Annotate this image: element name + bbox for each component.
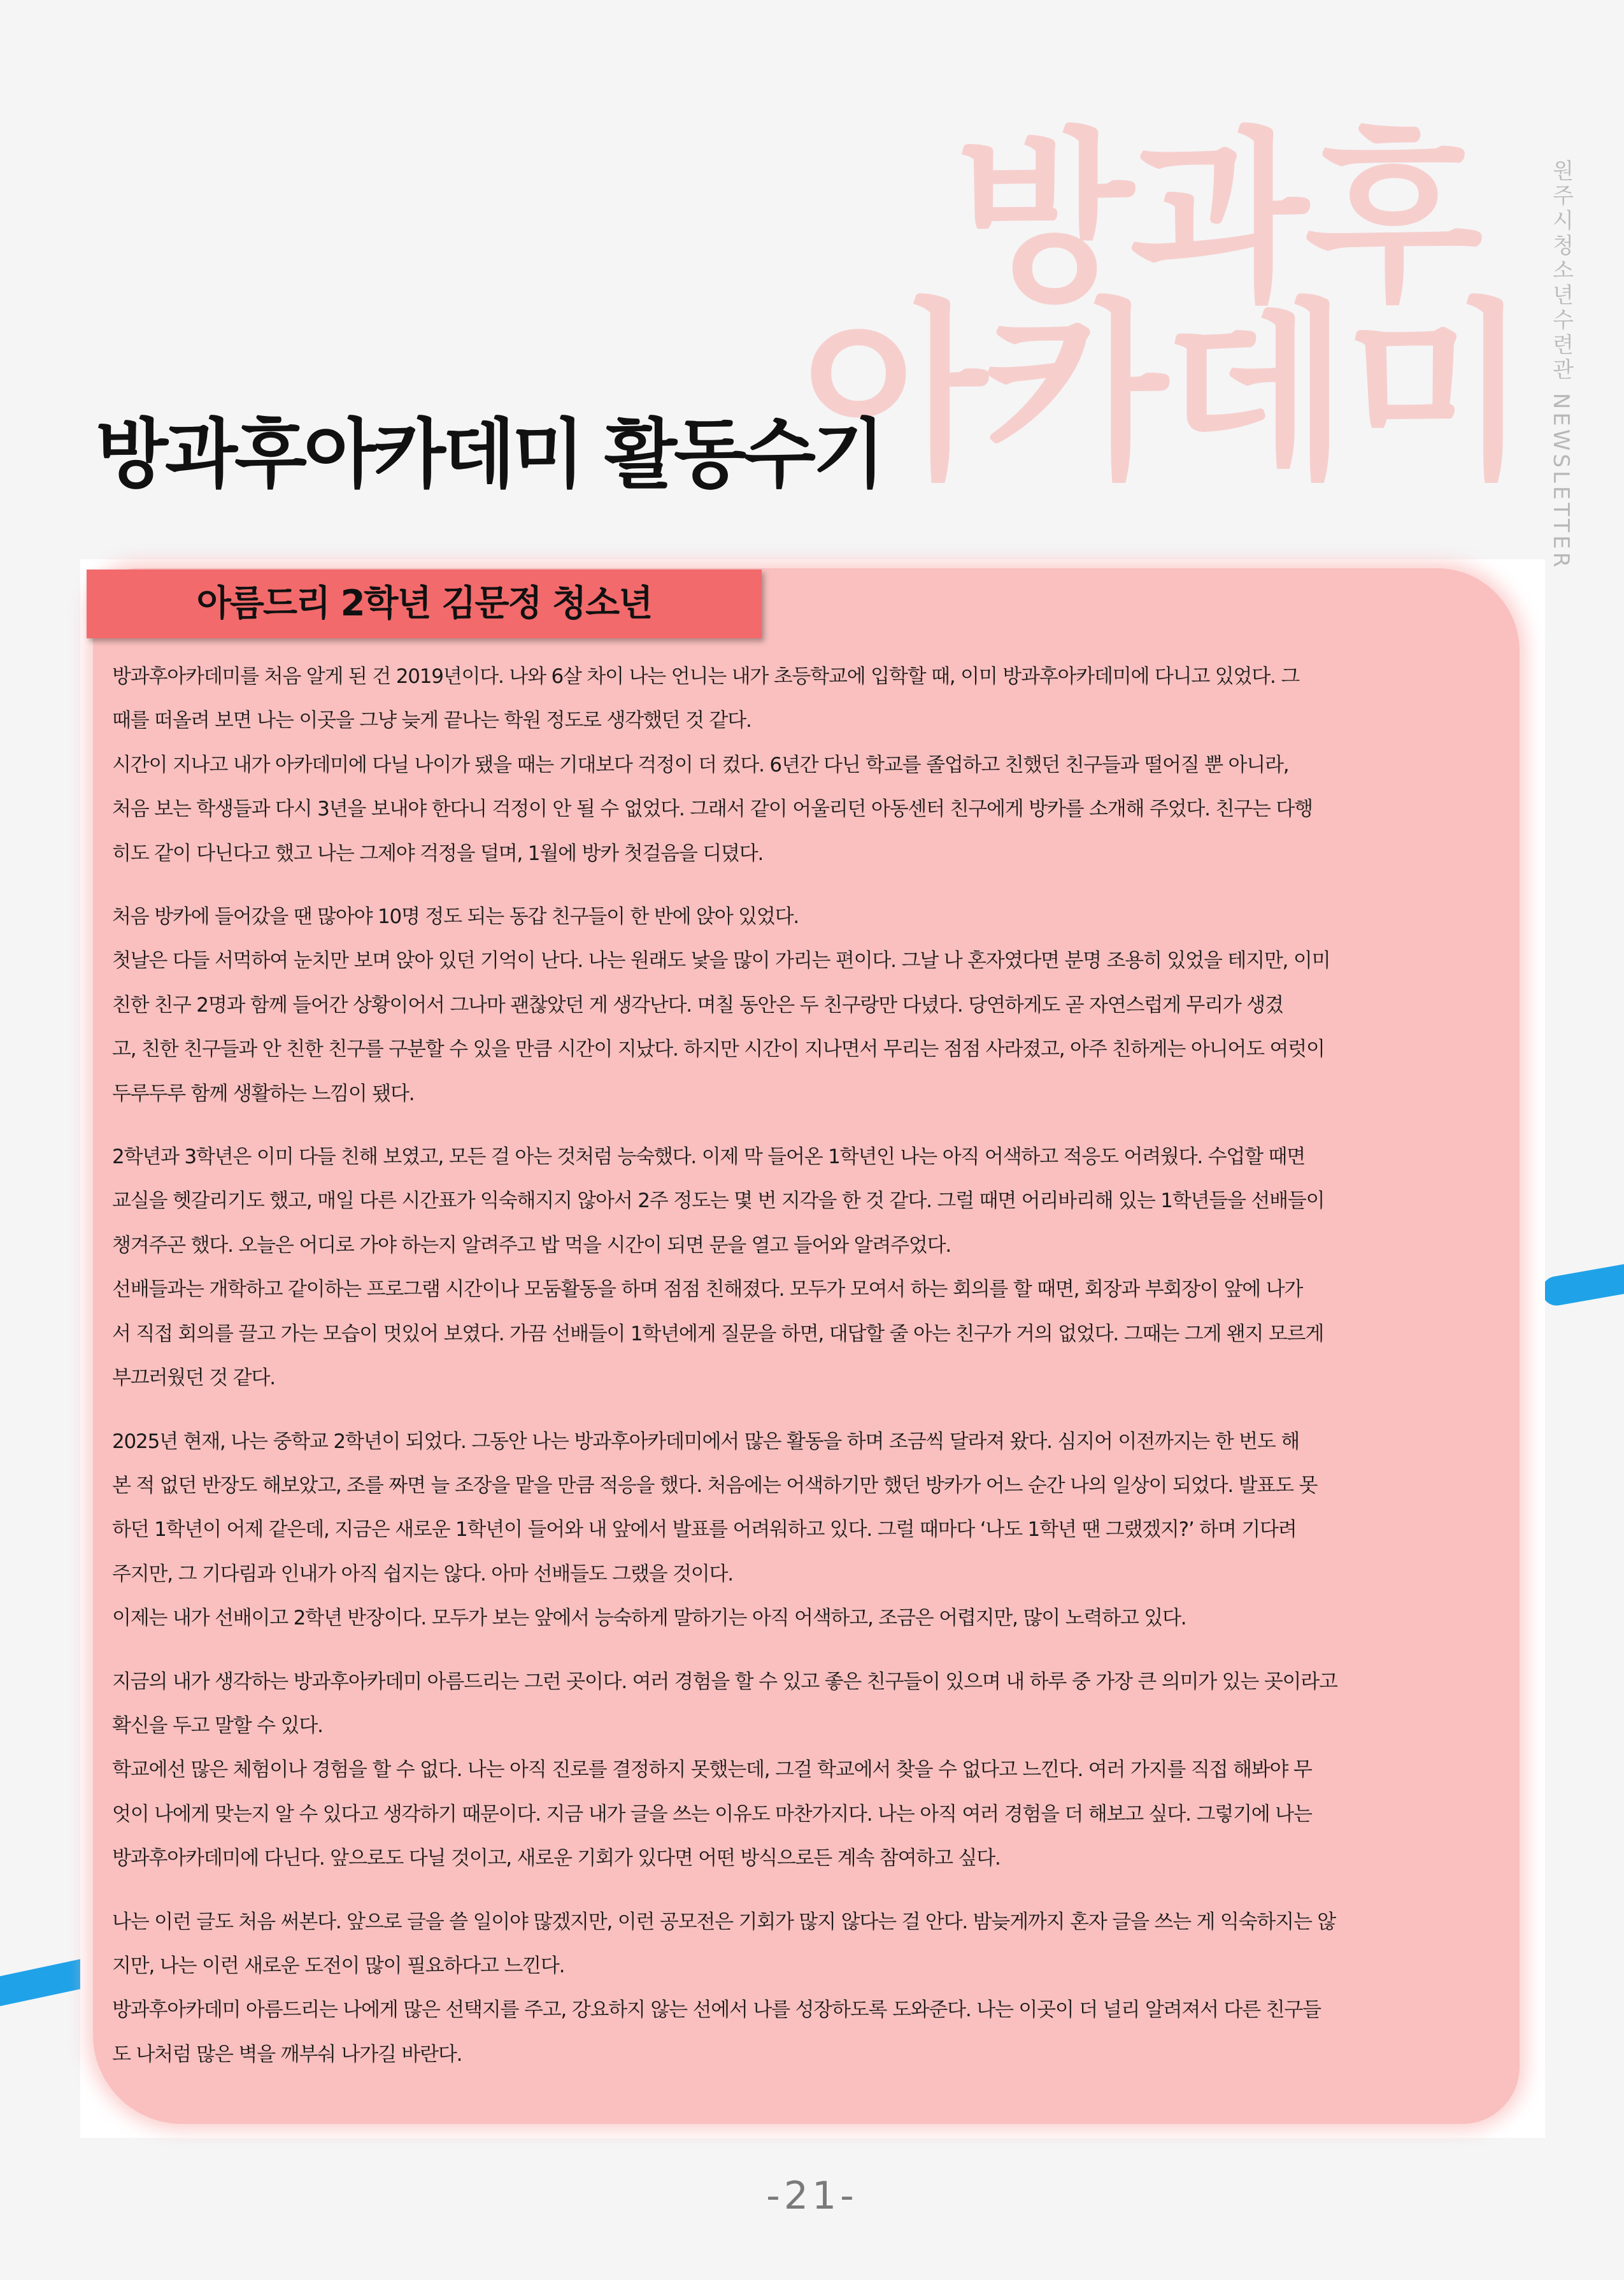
newsletter-side-label: 원주시청소년수련관 NEWSLETTER (1548, 159, 1574, 571)
essay-line: 선배들과는 개학하고 같이하는 프로그램 시간이나 모둠활동을 하며 점점 친해졌다. 모두가 모여서 하는 회의를 할 때면, 회장과 부회장이 앞에 나가 (112, 1278, 1303, 1301)
essay-line: 주지만, 그 기다림과 인내가 아직 쉽지는 않다. 아마 선배들도 그랬을 것이다. (112, 1562, 733, 1586)
essay-line: 하던 1학년이 어제 같은데, 지금은 새로운 1학년이 들어와 내 앞에서 발표를 어려워하고 있다. 그럴 때마다 ‘나도 1학년 땐 그랬겠지?’ 하며 기다려 (112, 1518, 1297, 1542)
essay-line: 본 적 없던 반장도 해보았고, 조를 짜면 늘 조장을 맡을 만큼 적응을 했다. 처음에는 어색하기만 했던 방카가 어느 순간 나의 일상이 되었다. 발표도 못 (112, 1473, 1318, 1497)
essay-line: 때를 떠올려 보면 나는 이곳을 그냥 늦게 끝나는 학원 정도로 생각했던 것 같다. (112, 709, 751, 733)
essay-line: 히도 같이 다닌다고 했고 나는 그제야 걱정을 덜며, 1월에 방카 첫걸음을 디뎠다. (112, 842, 764, 865)
essay-line: 부끄러웠던 것 같다. (112, 1366, 275, 1390)
page-number: -21- (766, 2174, 858, 2218)
essay-panel (80, 559, 1545, 2138)
essay-line: 첫날은 다들 서먹하여 눈치만 보며 앉아 있던 기억이 난다. 나는 원래도 낯을 많이 가리는 편이다. 그날 나 혼자였다면 분명 조용히 있었을 테지만, 이미 (112, 949, 1330, 973)
essay-line: 이제는 내가 선배이고 2학년 반장이다. 모두가 보는 앞에서 능숙하게 말하기는 아직 어색하고, 조금은 어렵지만, 많이 노력하고 있다. (112, 1607, 1186, 1630)
essay-line: 방과후아카데미를 처음 알게 된 건 2019년이다. 나와 6살 차이 나는 언니는 내가 초등학교에 입학할 때, 이미 방과후아카데미에 다니고 있었다. 그 (112, 665, 1300, 688)
essay-line: 지금의 내가 생각하는 방과후아카데미 아름드리는 그런 곳이다. 여러 경험을 할 수 있고 좋은 친구들이 있으며 내 하루 중 가장 큰 의미가 있는 곳이라고 (112, 1670, 1337, 1693)
essay-line: 서 직접 회의를 끌고 가는 모습이 멋있어 보였다. 가끔 선배들이 1학년에게 질문을 하면, 대답할 줄 아는 친구가 거의 없었다. 그때는 그게 왠지 모르게 (112, 1322, 1324, 1345)
essay-line: 2025년 현재, 나는 중학교 2학년이 되었다. 그동안 나는 방과후아카데미에서 많은 활동을 하며 조금씩 달라져 왔다. 심지어 이전까지는 한 번도 해 (112, 1430, 1300, 1453)
blue-decorative-stroke-right (1540, 1257, 1624, 1308)
essay-line: 처음 보는 학생들과 다시 3년을 보내야 한다니 걱정이 안 될 수 없었다. 그래서 같이 어울리던 아동센터 친구에게 방카를 소개해 주었다. 친구는 다행 (112, 798, 1313, 821)
essay-line: 시간이 지나고 내가 아카데미에 다닐 나이가 됐을 때는 기대보다 걱정이 더 컸다. 6년간 다닌 학교를 졸업하고 친했던 친구들과 떨어질 뿐 아니라, (112, 753, 1289, 777)
author-tag (87, 570, 762, 638)
essay-line: 두루두루 함께 생활하는 느낌이 됐다. (112, 1082, 415, 1105)
watermark-title-line2: 아카데미 (802, 282, 1526, 505)
essay-body (112, 655, 1520, 2077)
essay-line: 2학년과 3학년은 이미 다들 친해 보였고, 모든 걸 아는 것처럼 능숙했다. 이제 막 들어온 1학년인 나는 아직 어색하고 적응도 어려웠다. 수업할 때면 (112, 1145, 1306, 1169)
essay-line: 교실을 헷갈리기도 했고, 매일 다른 시간표가 익숙해지지 않아서 2주 정도는 몇 번 지각을 한 것 같다. 그럴 때면 어리바리해 있는 1학년들을 선배들이 (112, 1189, 1325, 1213)
essay-line: 도 나처럼 많은 벽을 깨부숴 나가길 바란다. (112, 2042, 462, 2066)
essay-line: 방과후아카데미에 다닌다. 앞으로도 다닐 것이고, 새로운 기회가 있다면 어떤 방식으로든 계속 참여하고 싶다. (112, 1847, 1001, 1870)
essay-line: 처음 방카에 들어갔을 땐 많아야 10명 정도 되는 동갑 친구들이 한 반에 앉아 있었다. (112, 905, 799, 929)
essay-line: 챙겨주곤 했다. 오늘은 어디로 가야 하는지 알려주고 밥 먹을 시간이 되면 문을 열고 들어와 알려주었다. (112, 1233, 951, 1257)
essay-line: 확신을 두고 말할 수 있다. (112, 1714, 323, 1737)
essay-line: 학교에선 많은 체험이나 경험을 할 수 없다. 나는 아직 진로를 결정하지 못했는데, 그걸 학교에서 찾을 수 없다고 느낀다. 여러 가지를 직접 해봐야 무 (112, 1758, 1312, 1782)
essay-line: 친한 친구 2명과 함께 들어간 상황이어서 그나마 괜찮았던 게 생각난다. 며칠 동안은 두 친구랑만 다녔다. 당연하게도 곧 자연스럽게 무리가 생겼 (112, 993, 1283, 1017)
essay-line: 엇이 나에게 맞는지 알 수 있다고 생각하기 때문이다. 지금 내가 글을 쓰는 이유도 마찬가지다. 나는 아직 여러 경험을 더 해보고 싶다. 그렇기에 나는 (112, 1802, 1312, 1826)
essay-line: 고, 친한 친구들과 안 친한 친구를 구분할 수 있을 만큼 시간이 지났다. 하지만 시간이 지나면서 무리는 점점 사라졌고, 아주 친하게는 아니어도 여럿이 (112, 1038, 1325, 1061)
page-title: 방과후아카데미 활동수기 (96, 410, 882, 498)
essay-line: 지만, 나는 이런 새로운 도전이 많이 필요하다고 느낀다. (112, 1954, 565, 1977)
watermark-title-line1: 방과후 (955, 112, 1479, 327)
essay-line: 방과후아카데미 아름드리는 나에게 많은 선택지를 주고, 강요하지 않는 선에서 나를 성장하도록 도와준다. 나는 이곳이 더 널리 알려져서 다른 친구들 (112, 1998, 1321, 2022)
essay-line: 나는 이런 글도 처음 써본다. 앞으로 글을 쓸 일이야 많겠지만, 이런 공모전은 기회가 많지 않다는 걸 안다. 밤늦게까지 혼자 글을 쓰는 게 익숙하지는 않 (112, 1910, 1336, 1933)
author-tag-label: 아름드리 2학년 김문정 청소년 (196, 583, 652, 624)
